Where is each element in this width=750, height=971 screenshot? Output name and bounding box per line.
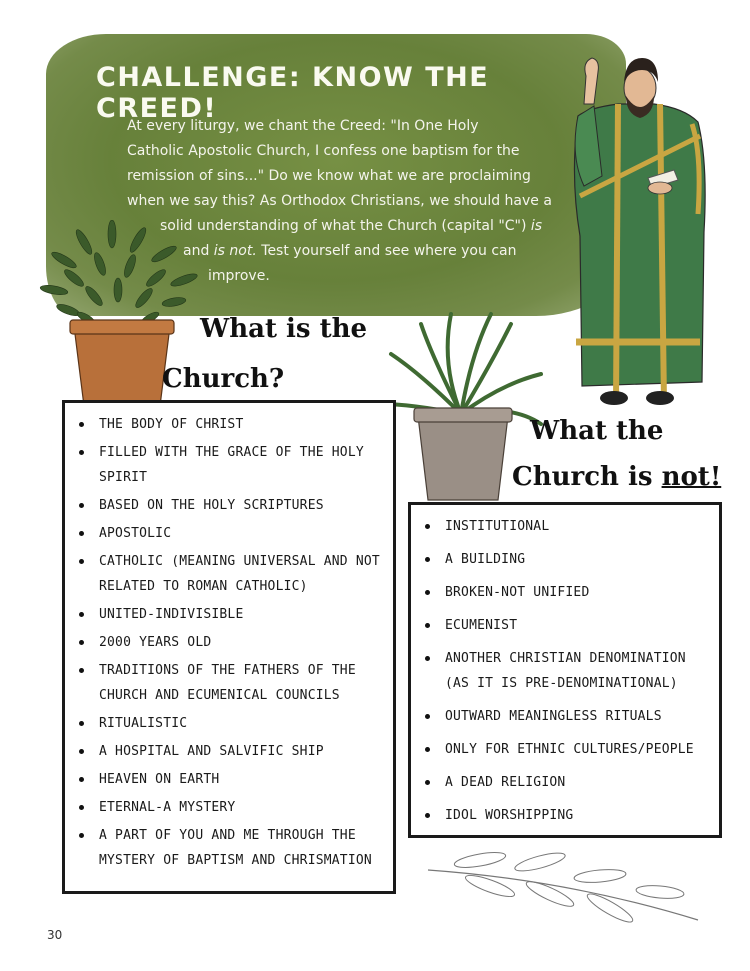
- page-title: CHALLENGE: KNOW THE CREED!: [96, 62, 490, 124]
- left-heading-line-1: What is the: [200, 314, 368, 344]
- what-is-church-box: [62, 400, 396, 894]
- list-item: A PART OF YOU AND ME THROUGH THE MYSTERY OF BAPTISM AND CHRISMATION: [65, 823, 385, 873]
- intro-line-3: remission of sins..." Do we know what we are proclaiming: [127, 168, 531, 184]
- what-church-is-not-box: [408, 502, 722, 838]
- list-item: A HOSPITAL AND SALVIFIC SHIP: [65, 739, 385, 764]
- priest-illustration: [556, 56, 716, 408]
- list-item: BROKEN-NOT UNIFIED: [411, 580, 711, 605]
- right-heading-underlined: not!: [661, 462, 722, 492]
- intro-line-2: Catholic Apostolic Church, I confess one baptism for the: [127, 143, 520, 159]
- what-is-church-list: [65, 412, 385, 873]
- list-item: INSTITUTIONAL: [411, 514, 711, 539]
- list-item: A DEAD RELIGION: [411, 770, 711, 795]
- list-item: ETERNAL-A MYSTERY: [65, 795, 385, 820]
- list-item: TRADITIONS OF THE FATHERS OF THE CHURCH AND ECUMENICAL COUNCILS: [65, 658, 385, 708]
- intro-emphasis-is-not: is not.: [213, 243, 257, 259]
- list-item: HEAVEN ON EARTH: [65, 767, 385, 792]
- intro-line-1: At every liturgy, we chant the Creed: "In One Holy: [127, 118, 479, 134]
- intro-line-6-text: Test yourself and see where you can: [261, 243, 517, 259]
- olive-branch-illustration: [420, 840, 710, 930]
- list-item: IDOL WORSHIPPING: [411, 803, 711, 828]
- list-item: CATHOLIC (MEANING UNIVERSAL AND NOT RELATED TO ROMAN CATHOLIC): [65, 549, 385, 599]
- list-item: UNITED-INDIVISIBLE: [65, 602, 385, 627]
- intro-emphasis-is: is: [530, 218, 543, 234]
- list-item: ONLY FOR ETHNIC CULTURES/PEOPLE: [411, 737, 711, 762]
- intro-line-4: when we say this? As Orthodox Christians, we should have a: [127, 193, 552, 209]
- right-heading-line-1: What the: [530, 416, 664, 446]
- list-item: A BUILDING: [411, 547, 711, 572]
- list-item: FILLED WITH THE GRACE OF THE HOLY SPIRIT: [65, 440, 385, 490]
- intro-line-6-and: and: [183, 243, 210, 259]
- what-church-is-not-list: [411, 514, 711, 828]
- intro-line-6: [183, 239, 516, 264]
- list-item: BASED ON THE HOLY SCRIPTURES: [65, 493, 385, 518]
- intro-line-5-text: solid understanding of what the Church (capital "C"): [160, 218, 527, 234]
- list-item: RITUALISTIC: [65, 711, 385, 736]
- list-item: APOSTOLIC: [65, 521, 385, 546]
- list-item: ANOTHER CHRISTIAN DENOMINATION (AS IT IS PRE-DENOMINATIONAL): [411, 646, 711, 696]
- left-heading-line-2: Church?: [162, 364, 285, 394]
- list-item: 2000 YEARS OLD: [65, 630, 385, 655]
- list-item: THE BODY OF CHRIST: [65, 412, 385, 437]
- intro-line-7: improve.: [208, 268, 270, 284]
- right-heading-text: Church is: [512, 462, 653, 492]
- list-item: OUTWARD MEANINGLESS RITUALS: [411, 704, 711, 729]
- right-heading-line-2: [512, 462, 721, 492]
- intro-line-5: [160, 214, 542, 239]
- list-item: ECUMENIST: [411, 613, 711, 638]
- page-number: 30: [47, 928, 63, 942]
